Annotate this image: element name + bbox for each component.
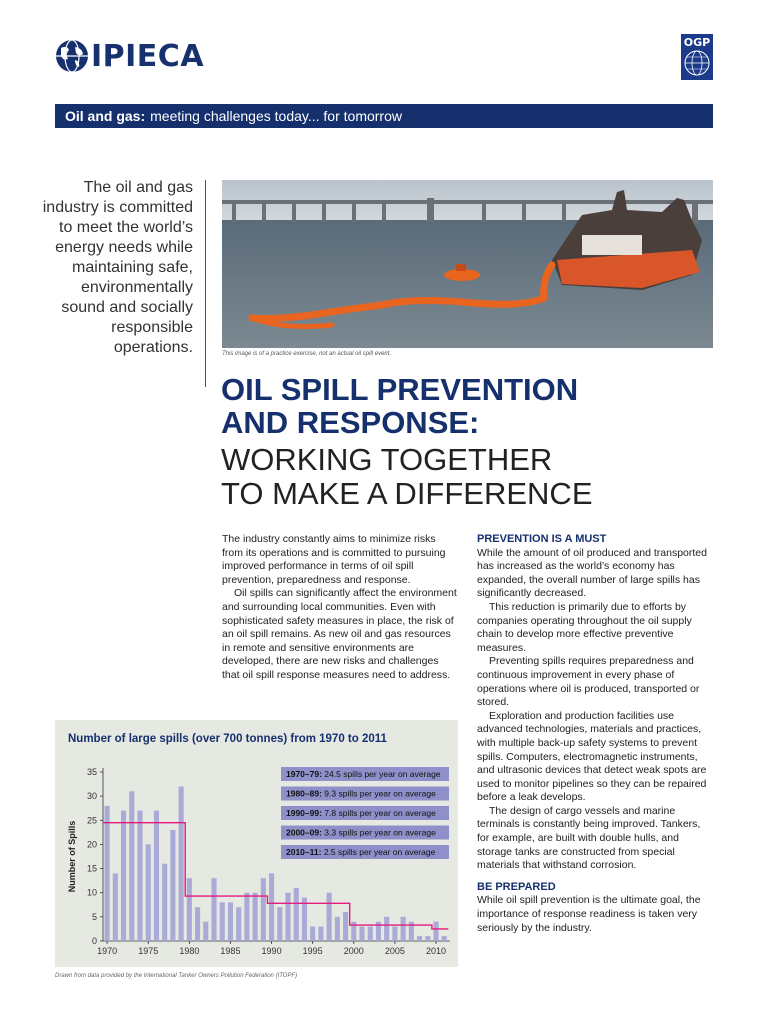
bar: [162, 864, 167, 941]
bar: [121, 811, 126, 941]
bar: [179, 786, 184, 941]
y-tick-label: 35: [86, 767, 97, 777]
logo-wordmark: IPIECA: [91, 38, 205, 74]
x-tick-label: 2010: [426, 946, 447, 956]
subtitle-line-1: WORKING TOGETHER: [221, 442, 553, 477]
bar: [146, 844, 151, 941]
section-heading: PREVENTION IS A MUST: [477, 533, 607, 545]
bar: [285, 893, 290, 941]
y-tick-label: 15: [86, 863, 97, 874]
x-tick-label: 1985: [220, 946, 241, 956]
paragraph: Preventing spills requires preparedness and continuous improvement in every phase of operations where oil is produced, transported or stored.: [477, 655, 700, 709]
ipieca-logo: [55, 38, 204, 74]
ogp-logo-text: OGP: [683, 36, 711, 49]
x-tick-label: 1970: [97, 946, 118, 956]
average-label: 1970–79: 24.5 spills per year on average: [286, 769, 441, 779]
bar: [195, 907, 200, 941]
title-line-2: AND RESPONSE:: [221, 405, 480, 440]
bar: [401, 917, 406, 941]
bar: [203, 922, 208, 941]
average-label: 2000–09: 3.3 spills per year on average: [286, 827, 436, 838]
average-label: 1990–99: 7.8 spills per year on average: [286, 808, 436, 818]
ogp-logo: [681, 34, 713, 80]
chart-title: Number of large spills (over 700 tonnes) from 1970 to 2011: [68, 733, 387, 745]
bar: [442, 936, 447, 941]
y-tick-label: 10: [86, 887, 97, 898]
bar: [384, 917, 389, 941]
bar: [269, 873, 274, 941]
bar: [327, 893, 332, 941]
oil-boom-exercise-photo: [222, 180, 713, 348]
tagline-banner: [55, 104, 713, 128]
paragraph: While oil spill prevention is the ultimate goal, the importance of response readiness is taken very seriously by the industry.: [477, 894, 701, 934]
paragraph: Exploration and production facilities use advanced technologies, materials and practices, with multiple back-up safety systems to prevent spills. Computers, electromagnetic instruments, and ultrasonic devices that detect weak spots are used to monitor pipelines so they can be repaired before a leak develops.: [477, 709, 707, 804]
bar: [113, 873, 118, 941]
paragraph: The design of cargo vessels and marine terminals is constantly being improved. Tankers, for example, are built with double hulls, and storage tanks are constructed from special materials that withstand corrosion.: [477, 804, 701, 872]
chart-source-note: Drawn from data provided by the International Tanker Owners Pollution Federation (ITOPF): [55, 973, 298, 979]
y-tick-label: 25: [86, 815, 97, 826]
bar: [392, 927, 397, 941]
bar: [236, 907, 241, 941]
bar: [187, 878, 192, 941]
y-tick-label: 30: [86, 791, 97, 802]
y-tick-label: 5: [91, 911, 97, 922]
x-tick-label: 1975: [138, 946, 159, 956]
bar: [129, 791, 134, 941]
bar: [137, 811, 142, 941]
bar: [244, 893, 249, 941]
body-column-right: [477, 533, 713, 935]
bar: [310, 927, 315, 941]
bar: [335, 917, 340, 941]
bar: [417, 936, 422, 941]
bar: [343, 912, 348, 941]
paragraph: While the amount of oil produced and transported has increased as the world’s economy has expanded, the overall number of large spills has significantly decreased.: [477, 546, 707, 600]
paragraph: Oil spills can significantly affect the environment and surrounding local communities. Even with sophisticated safety measures in place, the risk of an oil spill remains. As new oil and gas resources in remote and sensitive environments are developed, there are new risks and challenges that oil spill response measures need to address.: [222, 587, 457, 681]
paragraph: This reduction is primarily due to efforts by companies operating throughout the oil supply chain to develop more effective preventive measures.: [477, 600, 692, 654]
photo-caption: This image is of a practice exercise, not an actual oil spill event.: [222, 351, 392, 357]
banner-bold-text: Oil and gas:: [65, 108, 146, 124]
title-line-1: OIL SPILL PREVENTION: [221, 372, 579, 407]
bar: [277, 907, 282, 941]
y-axis-label: Number of Spills: [67, 820, 77, 893]
x-tick-label: 1990: [261, 946, 282, 956]
bar: [220, 902, 225, 941]
average-label: 1980–89: 9.3 spills per year on average: [286, 788, 436, 799]
y-tick-label: 20: [86, 839, 97, 850]
x-tick-label: 2000: [343, 946, 364, 956]
bar: [105, 806, 110, 941]
bar: [294, 888, 299, 941]
subtitle-line-2: TO MAKE A DIFFERENCE: [221, 476, 593, 511]
bar: [211, 878, 216, 941]
bar: [261, 878, 266, 941]
paragraph: The industry constantly aims to minimize risks from its operations and is committed to pursuing improved performance in terms of oil spill prevention, preparedness and response.: [222, 533, 446, 586]
section-heading: BE PREPARED: [477, 880, 556, 893]
globe-icon: [55, 39, 89, 73]
y-tick-label: 0: [91, 936, 97, 946]
bar: [433, 922, 438, 941]
bar: [425, 936, 430, 941]
bar: [170, 830, 175, 941]
bar: [253, 893, 258, 941]
average-label: 2010–11: 2.5 spills per year on average: [286, 847, 436, 857]
bar: [228, 902, 233, 941]
bar: [302, 898, 307, 941]
ogp-globe-icon: [684, 50, 710, 76]
vertical-divider: [205, 180, 206, 387]
bar: [318, 927, 323, 941]
banner-tagline-text: meeting challenges today... for tomorrow: [150, 108, 402, 124]
bar: [359, 927, 364, 941]
x-tick-label: 2005: [384, 946, 405, 956]
body-column-left: [222, 533, 458, 683]
x-tick-label: 1980: [179, 946, 200, 956]
bar: [154, 811, 159, 941]
bar: [368, 927, 373, 941]
intro-quote: The oil and gas industry is committed to meet the world’s energy needs while maintaining safe, environmentally sound and socially responsible operations.: [42, 179, 193, 356]
x-tick-label: 1995: [302, 946, 323, 956]
spills-bar-chart: [55, 720, 458, 967]
